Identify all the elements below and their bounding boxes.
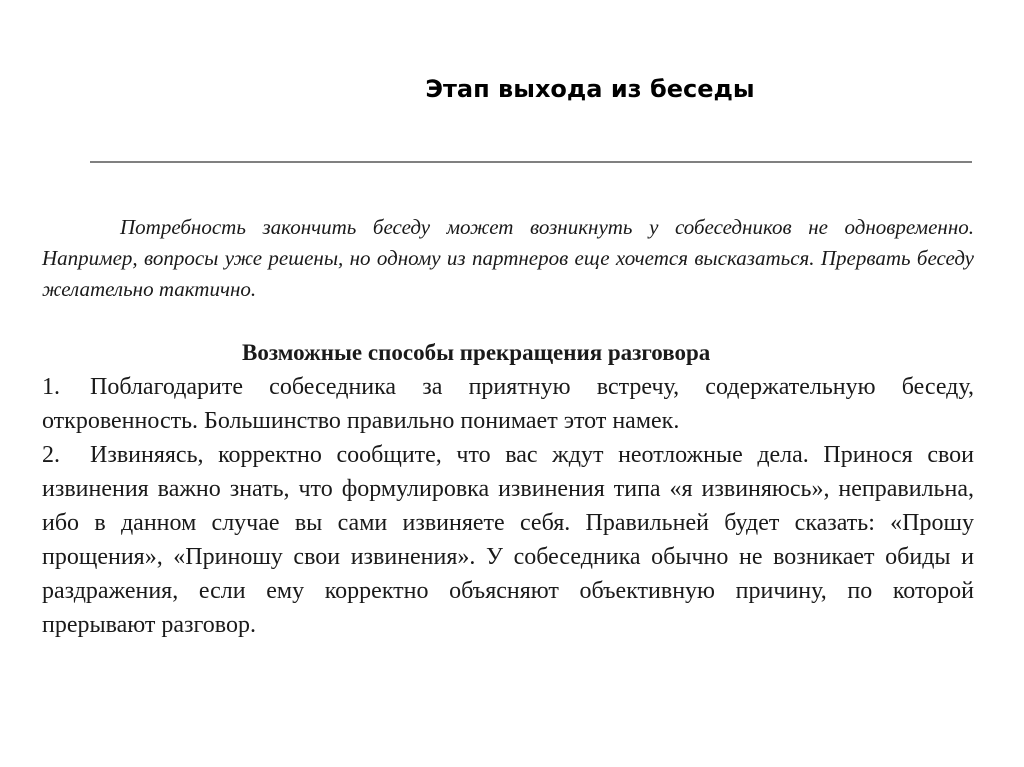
list-item-text: Поблагодарите собеседника за приятную встречу, содержательную беседу, откровенность. Большинство правильно понимает этот намек. <box>42 374 974 434</box>
section-heading: Возможные способы прекращения разговора <box>242 340 711 365</box>
list-item-text: Извиняясь, корректно сообщите, что вас ждут неотложные дела. Принося свои извинения важно знать, что формулировка извинения типа «я извиняюсь», неправильна, ибо в данном случае вы сами извиняете себя. Правильней будет сказать: «Прошу прощения», «Приношу свои извинения». У собеседника обычно не возникает обиды и раздражения, если ему корректно объясняют объективную причину, по которой прерывают разговор. <box>42 442 974 638</box>
title-divider <box>90 161 972 163</box>
list-item-number: 2. <box>42 442 60 468</box>
intro-paragraph: Потребность закончить беседу может возникнуть у собеседников не одновременно. Например, вопросы уже решены, но одному из партнеров еще хочется высказаться. Прервать беседу желательно тактично. <box>42 215 974 301</box>
methods-list <box>42 370 974 642</box>
list-item <box>42 438 974 642</box>
list-item-number: 1. <box>42 374 60 400</box>
list-item <box>42 370 974 438</box>
slide-title: Этап выхода из беседы <box>425 75 755 103</box>
